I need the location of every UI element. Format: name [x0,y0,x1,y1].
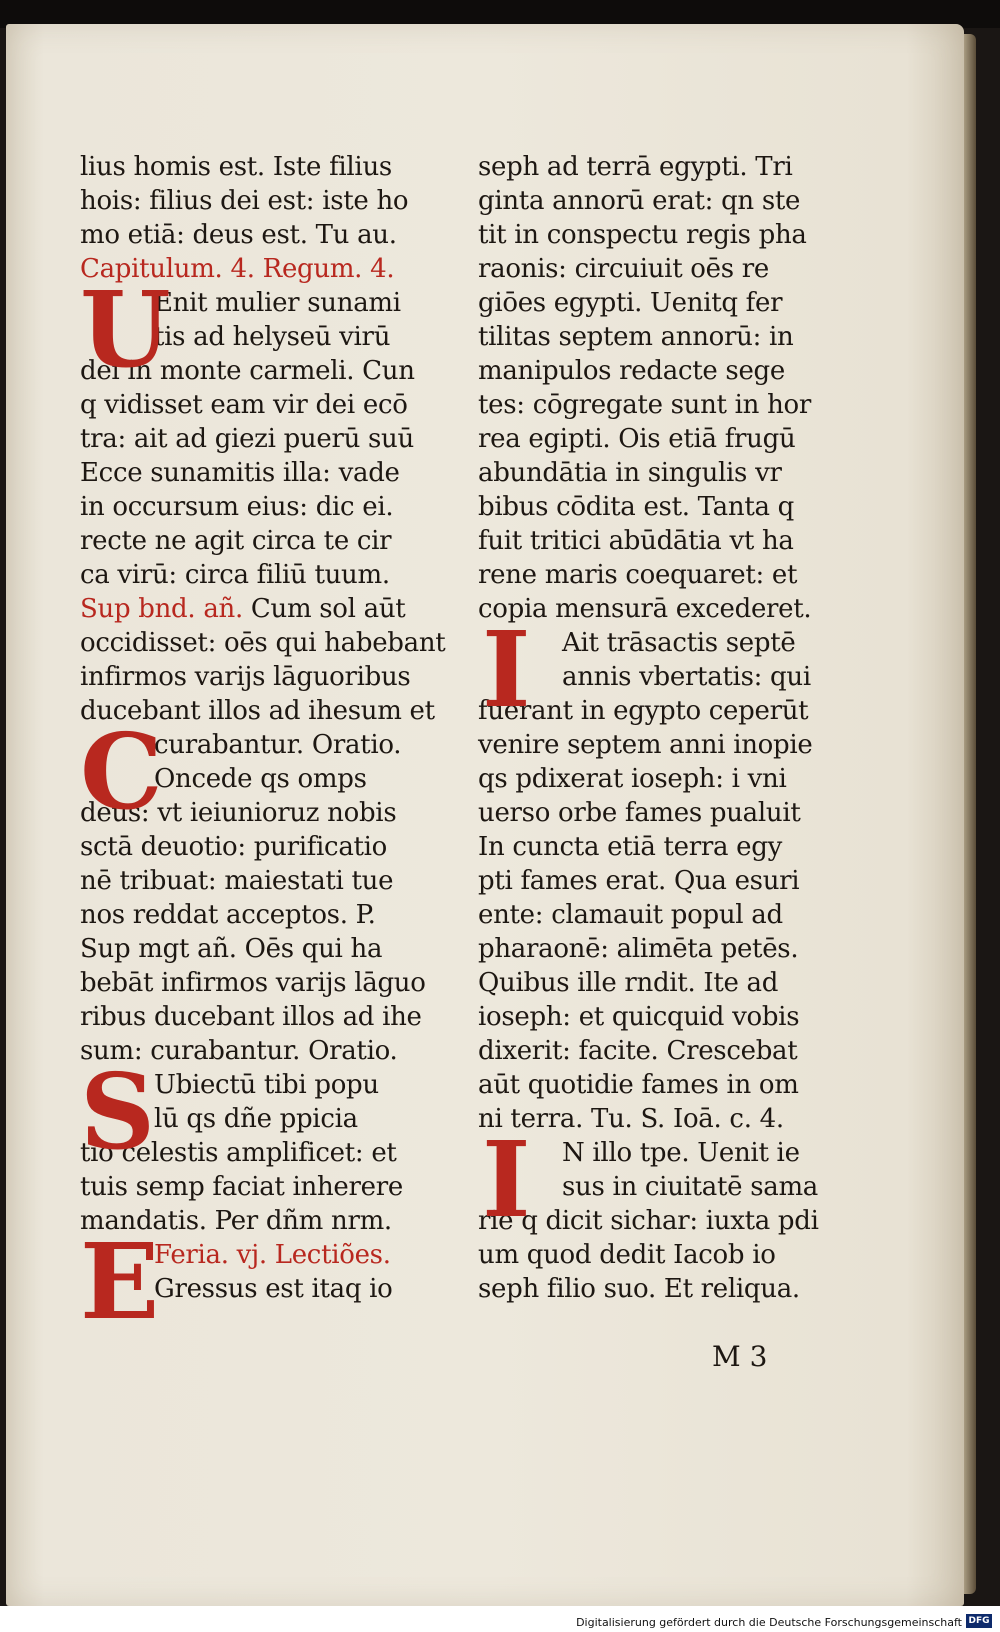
text-line: ribus ducebant illos ad ihe [80,1002,422,1032]
text-line: raonis: circuiuit oēs re [478,254,769,284]
text-line: Cum sol aūt [250,594,406,624]
text-line: qs pdixerat ioseph: i vni [478,764,787,794]
text-line: Ubiectū tibi popu [154,1070,379,1100]
text-line: Oncede qs omps [154,764,367,794]
text-line: annis vbertatis: qui [562,662,811,692]
text-line: seph ad terrā egypti. Tri [478,152,793,182]
text-line: deus: vt ieiunioruz nobis [80,798,397,828]
text-line: tit in conspectu regis pha [478,220,807,250]
text-line: copia mensurā excederet. [478,594,812,624]
initial-capital: I [482,1118,531,1241]
text-line: ducebant illos ad ihesum et [80,696,435,726]
text-line: sctā deuotio: purificatio [80,832,388,862]
text-line: venire septem anni inopie [478,730,813,760]
left-text-column [80,150,452,1343]
rubric-label: Sup bnd. añ. [80,594,251,624]
text-line: tuis semp faciat inherere [80,1172,403,1202]
text-line: recte ne agit circa te cir [80,526,392,556]
text-line: pharaonē: alimēta petēs. [478,934,799,964]
text-line: aūt quotidie fames in om [478,1070,799,1100]
text-line: Enit mulier sunami [154,288,401,318]
text-line: rea egipti. Ois etiā frugū [478,424,796,454]
text-line: occidisset: oēs qui habebant [80,628,446,658]
text-line: tilitas septem annorū: in [478,322,794,352]
text-line: um quod dedit Iacob io [478,1240,776,1270]
initial-capital: C [80,710,163,833]
initial-capital: E [80,1220,160,1343]
text-line: abundātia in singulis vr [478,458,782,488]
text-line: tra: ait ad giezi puerū suū [80,424,414,454]
text-line: uerso orbe fames pualuit [478,798,801,828]
text-line: tio celestis amplificet: et [80,1138,397,1168]
rubric-heading: Capitulum. 4. Regum. 4. [80,254,395,284]
text-line: pti fames erat. Qua esuri [478,866,800,896]
text-line: q vidisset eam vir dei ecō [80,390,408,420]
text-line: N illo tpe. Uenit ie [562,1138,800,1168]
signature-mark: M 3 [712,1340,768,1373]
initial-capital: I [482,608,531,731]
text-line: Ait trāsactis septē [562,628,796,658]
text-line: hois: filius dei est: iste ho [80,186,409,216]
text-line: bebāt infirmos varijs lāguo [80,968,426,998]
text-line: fuit tritici abūdātia vt ha [478,526,794,556]
text-line: manipulos redacte sege [478,356,785,386]
text-line: nē tribuat: maiestati tue [80,866,394,896]
text-line: curabantur. Oratio. [154,730,402,760]
text-line: tes: cōgregate sunt in hor [478,390,812,420]
text-line: ginta annorū erat: qn ste [478,186,801,216]
dfg-logo: DFG [966,1614,992,1628]
text-line: sum: curabantur. Oratio. [80,1036,398,1066]
text-line: Gressus est itaq io [154,1274,393,1304]
text-line: nos reddat acceptos. P. [80,900,376,930]
text-line: ca virū: circa filiū tuum. [80,560,390,590]
text-line: ioseph: et quicquid vobis [478,1002,800,1032]
text-line: mandatis. Per dñm nrm. [80,1206,392,1236]
page-edge [964,34,976,1594]
text-line: In cuncta etiā terra egy [478,832,783,862]
text-line: giōes egypti. Uenitq fer [478,288,783,318]
text-line: tis ad helyseū virū [154,322,391,352]
footer-credit: Digitalisierung gefördert durch die Deutsche Forschungsgemeinschaft [576,1616,962,1629]
text-line: Ecce sunamitis illa: vade [80,458,400,488]
text-line: mo etiā: deus est. Tu au. [80,220,397,250]
text-line: fuerant in egypto ceperūt [478,696,809,726]
text-line: dei in monte carmeli. Cun [80,356,415,386]
rubric-heading: Feria. vj. Lectiões. [154,1240,391,1270]
rubric-line [80,592,452,626]
text-line: in occursum eius: dic ei. [80,492,394,522]
text-line: seph filio suo. Et reliqua. [478,1274,800,1304]
text-line: dixerit: facite. Crescebat [478,1036,798,1066]
text-line: Quibus ille rndit. Ite ad [478,968,779,998]
text-line: rie q dicit sichar: iuxta pdi [478,1206,819,1236]
text-line: ente: clamauit popul ad [478,900,783,930]
text-line: Sup mgt añ. Oēs qui ha [80,934,383,964]
initial-capital: S [80,1050,156,1173]
text-line: infirmos varijs lāguoribus [80,662,411,692]
text-line: lius homis est. Iste filius [80,152,392,182]
text-line: ni terra. Tu. S. Ioā. c. 4. [478,1104,784,1134]
initial-capital: U [80,268,171,391]
text-line: rene maris coequaret: et [478,560,798,590]
text-line: sus in ciuitatē sama [562,1172,819,1202]
text-line: lū qs dñe ppicia [154,1104,358,1134]
text-line: bibus cōdita est. Tanta q [478,492,794,522]
right-text-column [478,150,848,1306]
